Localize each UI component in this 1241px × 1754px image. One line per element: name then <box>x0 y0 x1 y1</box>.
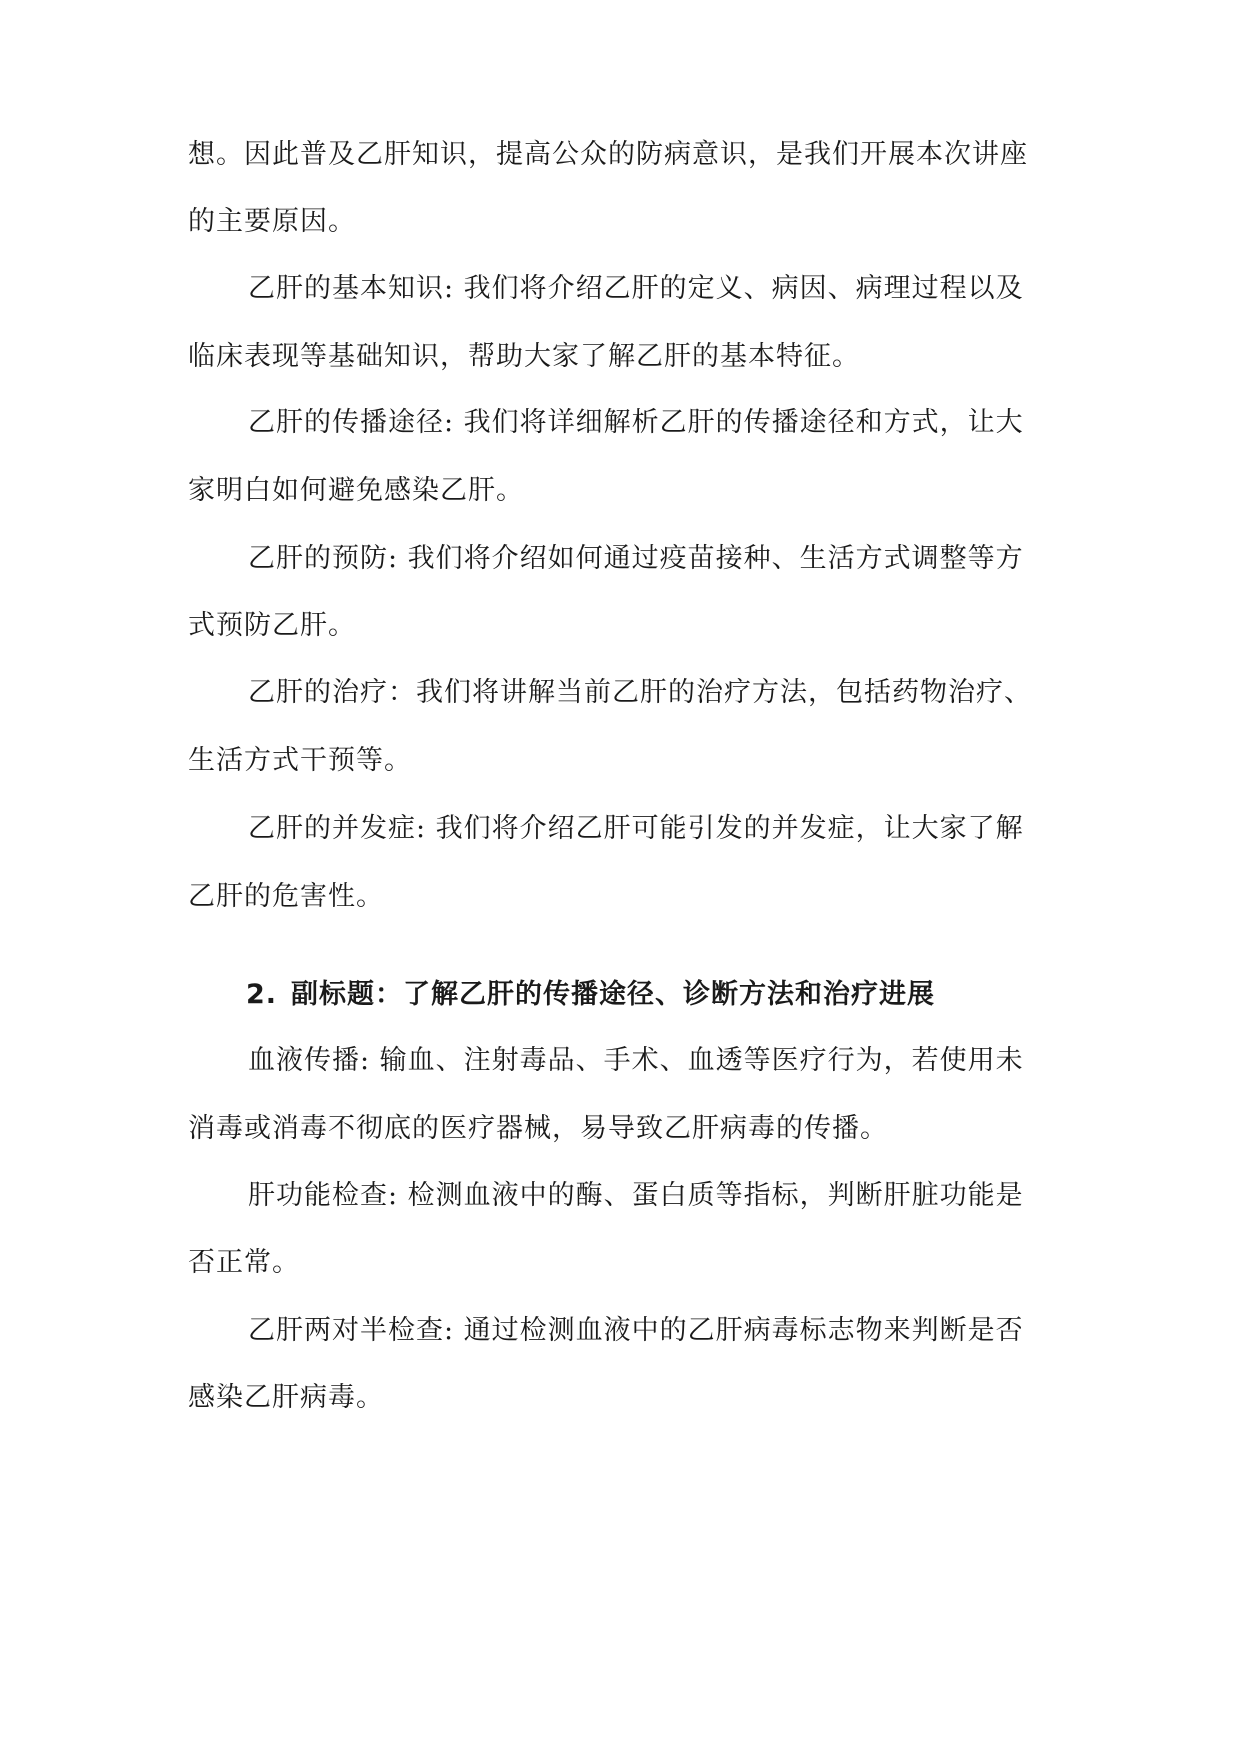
paragraph-line: 家明白如何避免感染乙肝。 <box>188 475 524 506</box>
paragraph-line: 生活方式干预等。 <box>188 745 412 776</box>
paragraph-line: 肝功能检查: 检测血液中的酶、蛋白质等指标，判断肝脏功能是 <box>248 1180 1024 1211</box>
section-number: 2. <box>246 979 278 1010</box>
paragraph-line: 乙肝的危害性。 <box>188 881 384 912</box>
paragraph-line: 消毒或消毒不彻底的医疗器械，易导致乙肝病毒的传播。 <box>188 1113 888 1144</box>
section-title: 副标题：了解乙肝的传播途径、诊断方法和治疗进展 <box>291 979 936 1010</box>
paragraph-line: 乙肝的治疗：我们将讲解当前乙肝的治疗方法，包括药物治疗、 <box>248 677 1032 708</box>
paragraph-line: 否正常。 <box>188 1247 300 1278</box>
paragraph-line: 想。因此普及乙肝知识，提高公众的防病意识，是我们开展本次讲座 <box>188 139 1028 170</box>
paragraph-line: 乙肝的基本知识: 我们将介绍乙肝的定义、病因、病理过程以及 <box>248 273 1024 304</box>
paragraph-line: 的主要原因。 <box>188 206 356 237</box>
paragraph-line: 乙肝两对半检查: 通过检测血液中的乙肝病毒标志物来判断是否 <box>248 1315 1024 1346</box>
paragraph-line: 临床表现等基础知识，帮助大家了解乙肝的基本特征。 <box>188 341 860 372</box>
paragraph-line: 血液传播: 输血、注射毒品、手术、血透等医疗行为，若使用未 <box>248 1045 1024 1076</box>
paragraph-line: 乙肝的传播途径: 我们将详细解析乙肝的传播途径和方式，让大 <box>248 407 1024 438</box>
section-heading <box>246 978 935 1012</box>
paragraph-line: 式预防乙肝。 <box>188 610 356 641</box>
paragraph-line: 乙肝的并发症: 我们将介绍乙肝可能引发的并发症，让大家了解 <box>248 813 1024 844</box>
paragraph-line: 感染乙肝病毒。 <box>188 1382 384 1413</box>
paragraph-line: 乙肝的预防: 我们将介绍如何通过疫苗接种、生活方式调整等方 <box>248 543 1024 574</box>
